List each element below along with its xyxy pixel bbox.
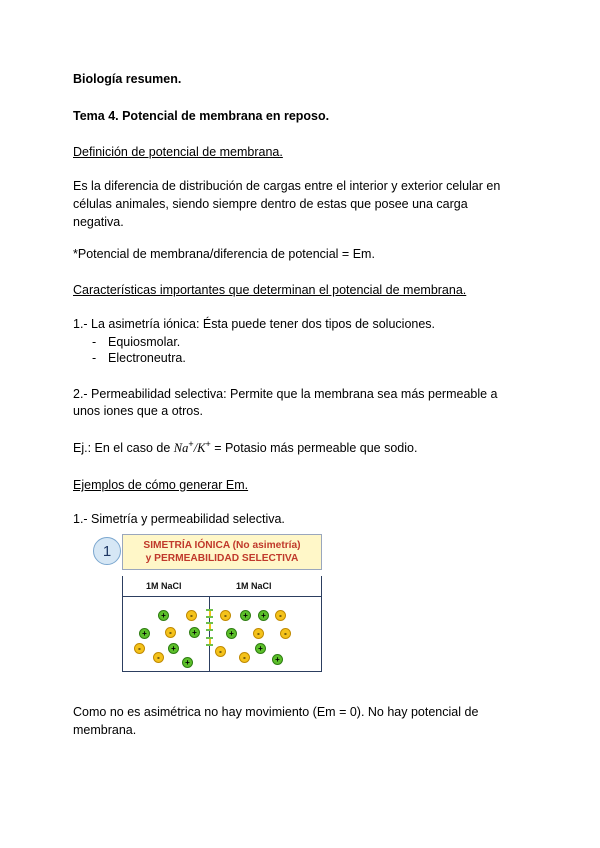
anion-icon: - <box>153 652 164 663</box>
cation-icon: + <box>258 610 269 621</box>
document-title: Biología resumen. <box>73 72 182 86</box>
anion-icon: - <box>186 610 197 621</box>
cation-icon: + <box>139 628 150 639</box>
definition-line: células animales, siendo siempre dentro de estas que posee una carga <box>73 197 468 211</box>
anion-icon: - <box>220 610 231 621</box>
features-heading: Características importantes que determinan el potencial de membrana. <box>73 283 467 297</box>
example-1-label: 1.- Simetría y permeabilidad selectiva. <box>73 512 285 526</box>
cation-icon: + <box>272 654 283 665</box>
slash: / <box>193 441 198 455</box>
cation-icon: + <box>168 643 179 654</box>
cation-icon: + <box>226 628 237 639</box>
feature-1: 1.- La asimetría iónica: Ésta puede tener dos tipos de soluciones. <box>73 317 436 331</box>
examples-heading: Ejemplos de cómo generar Em. <box>73 478 249 492</box>
example-suffix: = Potasio más permeable que sodio. <box>210 441 418 455</box>
anion-icon: - <box>239 652 250 663</box>
na-symbol: Na <box>173 441 189 455</box>
membrane-diagram <box>93 534 331 674</box>
conclusion-line: membrana. <box>73 723 137 737</box>
cation-icon: + <box>182 657 193 668</box>
bullet-dash: - <box>92 351 97 365</box>
channel-bar <box>206 629 213 631</box>
channel-bar <box>206 644 213 646</box>
right-compartment-label: 1M NaCl <box>236 581 272 591</box>
feature-2-line: unos iones que a otros. <box>73 404 203 418</box>
left-compartment-label: 1M NaCl <box>146 581 182 591</box>
cation-icon: + <box>158 610 169 621</box>
cation-icon: + <box>189 627 200 638</box>
example-sentence <box>73 439 417 457</box>
cation-icon: + <box>240 610 251 621</box>
anion-icon: - <box>215 646 226 657</box>
formula-note: *Potencial de membrana/diferencia de potencial = Em. <box>73 247 375 261</box>
anion-icon: - <box>134 643 145 654</box>
k-charge: + <box>205 439 211 449</box>
na-charge: + <box>188 439 194 449</box>
bullet-dash: - <box>92 335 97 349</box>
channel-bar <box>206 616 213 618</box>
topic-heading: Tema 4. Potencial de membrana en reposo. <box>73 109 330 123</box>
figure-number: 1 <box>93 537 121 565</box>
anion-icon: - <box>253 628 264 639</box>
feature-1-item: Equiosmolar. <box>108 335 181 349</box>
feature-2-line: 2.- Permeabilidad selectiva: Permite que la membrana sea más permeable a <box>73 387 498 401</box>
definition-heading: Definición de potencial de membrana. <box>73 145 283 159</box>
example-prefix: Ej.: En el caso de <box>73 441 174 455</box>
anion-icon: - <box>165 627 176 638</box>
definition-line: negativa. <box>73 215 124 229</box>
figure-title-box <box>122 534 322 570</box>
figure-title-line: y PERMEABILIDAD SELECTIVA <box>145 553 299 564</box>
figure-title-line: SIMETRÍA IÓNICA (No asimetría) <box>143 540 301 551</box>
k-symbol: K <box>197 441 206 455</box>
anion-icon: - <box>280 628 291 639</box>
membrane <box>209 596 210 672</box>
feature-1-item: Electroneutra. <box>108 351 186 365</box>
definition-line: Es la diferencia de distribución de cargas entre el interior y exterior celular en <box>73 179 501 193</box>
anion-icon: - <box>275 610 286 621</box>
tank-header-line <box>122 596 322 597</box>
conclusion-line: Como no es asimétrica no hay movimiento (Em = 0). No hay potencial de <box>73 705 479 719</box>
cation-icon: + <box>255 643 266 654</box>
